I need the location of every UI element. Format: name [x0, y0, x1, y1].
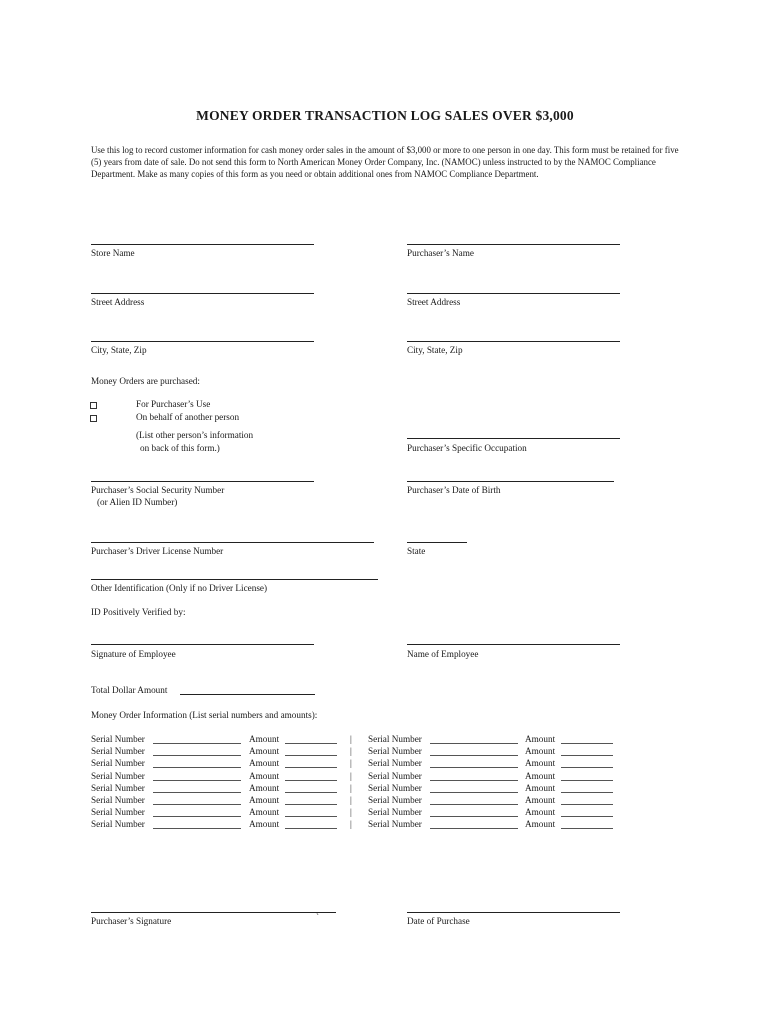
serial-number-field[interactable]: [153, 828, 241, 829]
amount-field[interactable]: [285, 767, 337, 768]
serial-number-field[interactable]: [430, 743, 518, 744]
amount-field[interactable]: [285, 780, 337, 781]
purchaser-signature-field[interactable]: [91, 912, 336, 913]
date-of-purchase-field[interactable]: [407, 912, 620, 913]
serial-number-field[interactable]: [153, 767, 241, 768]
store-city-label: City, State, Zip: [91, 345, 147, 355]
serial-number-label: Serial Number: [368, 746, 422, 757]
state-label: State: [407, 546, 426, 556]
occupation-label: Purchaser’s Specific Occupation: [407, 443, 527, 453]
serial-number-label: Serial Number: [368, 807, 422, 818]
employee-name-field[interactable]: [407, 644, 620, 645]
amount-field[interactable]: [285, 743, 337, 744]
purchaser-signature-label: Purchaser’s Signature: [91, 916, 172, 926]
mo-info-label: Money Order Information (List serial numbers and amounts):: [91, 710, 318, 720]
id-verified-label: ID Positively Verified by:: [91, 607, 186, 617]
amount-field[interactable]: [285, 792, 337, 793]
amount-label: Amount: [249, 734, 280, 744]
amount-label: Amount: [249, 746, 280, 757]
serial-number-field[interactable]: [153, 755, 241, 756]
serial-number-label: Serial Number: [91, 807, 145, 818]
column-divider: |: [350, 795, 352, 805]
alien-id-label: (or Alien ID Number): [97, 497, 178, 507]
serial-number-label: Serial Number: [368, 734, 422, 744]
amount-field[interactable]: [561, 755, 613, 756]
ssn-label: Purchaser’s Social Security Number: [91, 485, 225, 495]
employee-signature-label: Signature of Employee: [91, 649, 176, 659]
employee-name-label: Name of Employee: [407, 649, 479, 659]
driver-license-label: Purchaser’s Driver License Number: [91, 546, 224, 556]
other-id-field[interactable]: [91, 579, 378, 580]
serial-number-field[interactable]: [430, 780, 518, 781]
amount-label: Amount: [249, 758, 280, 769]
amount-label: Amount: [525, 746, 556, 757]
amount-label: Amount: [525, 770, 556, 781]
total-dollar-field[interactable]: [180, 694, 315, 695]
amount-label: Amount: [525, 807, 556, 818]
serial-number-label: Serial Number: [91, 758, 145, 769]
serial-number-label: Serial Number: [91, 782, 145, 793]
own-use-checkbox[interactable]: [90, 402, 97, 409]
column-divider: |: [350, 746, 352, 757]
serial-number-label: Serial Number: [368, 770, 422, 781]
list-other-note-1: (List other person’s information: [136, 430, 254, 440]
state-field[interactable]: [407, 542, 467, 543]
other-person-label: On behalf of another person: [136, 412, 240, 422]
column-divider: |: [350, 807, 352, 818]
column-divider: |: [350, 734, 352, 744]
occupation-field[interactable]: [407, 438, 620, 439]
amount-label: Amount: [249, 807, 280, 818]
amount-label: Amount: [525, 795, 556, 805]
own-use-label: For Purchaser’s Use: [136, 399, 211, 409]
serial-number-label: Serial Number: [91, 746, 145, 757]
amount-label: Amount: [525, 782, 556, 793]
serial-number-label: Serial Number: [91, 770, 145, 781]
serial-number-field[interactable]: [153, 804, 241, 805]
amount-field[interactable]: [285, 804, 337, 805]
serial-number-field[interactable]: [153, 743, 241, 744]
serial-number-label: Serial Number: [91, 795, 145, 805]
amount-field[interactable]: [561, 804, 613, 805]
serial-number-label: Serial Number: [368, 795, 422, 805]
purchaser-name-label: Purchaser’s Name: [407, 248, 474, 258]
serial-number-field[interactable]: [430, 816, 518, 817]
column-divider: |: [350, 782, 352, 793]
serial-number-label: Serial Number: [91, 819, 145, 830]
amount-field[interactable]: [561, 743, 613, 744]
serial-number-label: Serial Number: [368, 819, 422, 830]
employee-signature-field[interactable]: [91, 644, 314, 645]
serial-number-field[interactable]: [430, 828, 518, 829]
amount-label: Amount: [249, 819, 280, 830]
amount-field[interactable]: [561, 828, 613, 829]
serial-number-field[interactable]: [153, 792, 241, 793]
store-name-label: Store Name: [91, 248, 135, 258]
total-dollar-label: Total Dollar Amount: [91, 685, 168, 695]
ssn-field[interactable]: [91, 481, 314, 482]
serial-number-field[interactable]: [153, 780, 241, 781]
amount-field[interactable]: [561, 792, 613, 793]
amount-label: Amount: [249, 782, 280, 793]
serial-number-label: Serial Number: [91, 734, 145, 744]
amount-label: Amount: [249, 795, 280, 805]
serial-number-field[interactable]: [430, 755, 518, 756]
store-street-label: Street Address: [91, 297, 145, 307]
amount-field[interactable]: [285, 828, 337, 829]
amount-label: Amount: [249, 770, 280, 781]
amount-field[interactable]: [561, 816, 613, 817]
store-street-field[interactable]: [91, 293, 314, 294]
dob-label: Purchaser’s Date of Birth: [407, 485, 501, 495]
purchaser-name-field[interactable]: [407, 244, 620, 245]
serial-number-label: Serial Number: [368, 782, 422, 793]
column-divider: |: [350, 819, 352, 830]
column-divider: |: [350, 770, 352, 781]
purchase-purpose-label: Money Orders are purchased:: [91, 376, 200, 386]
date-of-purchase-label: Date of Purchase: [407, 916, 470, 926]
other-person-checkbox[interactable]: [90, 415, 97, 422]
amount-field[interactable]: [561, 767, 613, 768]
purchaser-city-field[interactable]: [407, 341, 620, 342]
amount-label: Amount: [525, 758, 556, 769]
amount-field[interactable]: [285, 816, 337, 817]
serial-number-field[interactable]: [430, 792, 518, 793]
amount-label: Amount: [525, 734, 556, 744]
column-divider: |: [350, 758, 352, 769]
purchaser-city-label: City, State, Zip: [407, 345, 463, 355]
intro-paragraph: Use this log to record customer information for cash money order sales in the amount of $3,000 or more to one person in one day. This form must be retained for five (5) years from date of sale. Do not send this form to North American Money Order Company, Inc. (NAMOC) unless instructed to by the NAMOC Compliance Department. Make as many copies of this form as you need or obtain additional ones from NAMOC Compliance Department.: [91, 145, 679, 180]
driver-license-field[interactable]: [91, 542, 374, 543]
amount-label: Amount: [525, 819, 556, 830]
form-title: MONEY ORDER TRANSACTION LOG SALES OVER $3,000: [196, 108, 574, 123]
stray-mark: `: [316, 912, 320, 922]
purchaser-street-field[interactable]: [407, 293, 620, 294]
other-id-label: Other Identification (Only if no Driver License): [91, 583, 268, 593]
serial-number-field[interactable]: [430, 804, 518, 805]
dob-field[interactable]: [407, 481, 614, 482]
store-name-field[interactable]: [91, 244, 314, 245]
list-other-note-2: on back of this form.): [140, 443, 220, 453]
purchaser-street-label: Street Address: [407, 297, 461, 307]
serial-number-field[interactable]: [430, 767, 518, 768]
store-city-field[interactable]: [91, 341, 314, 342]
amount-field[interactable]: [561, 780, 613, 781]
serial-number-label: Serial Number: [368, 758, 422, 769]
amount-field[interactable]: [285, 755, 337, 756]
serial-number-field[interactable]: [153, 816, 241, 817]
